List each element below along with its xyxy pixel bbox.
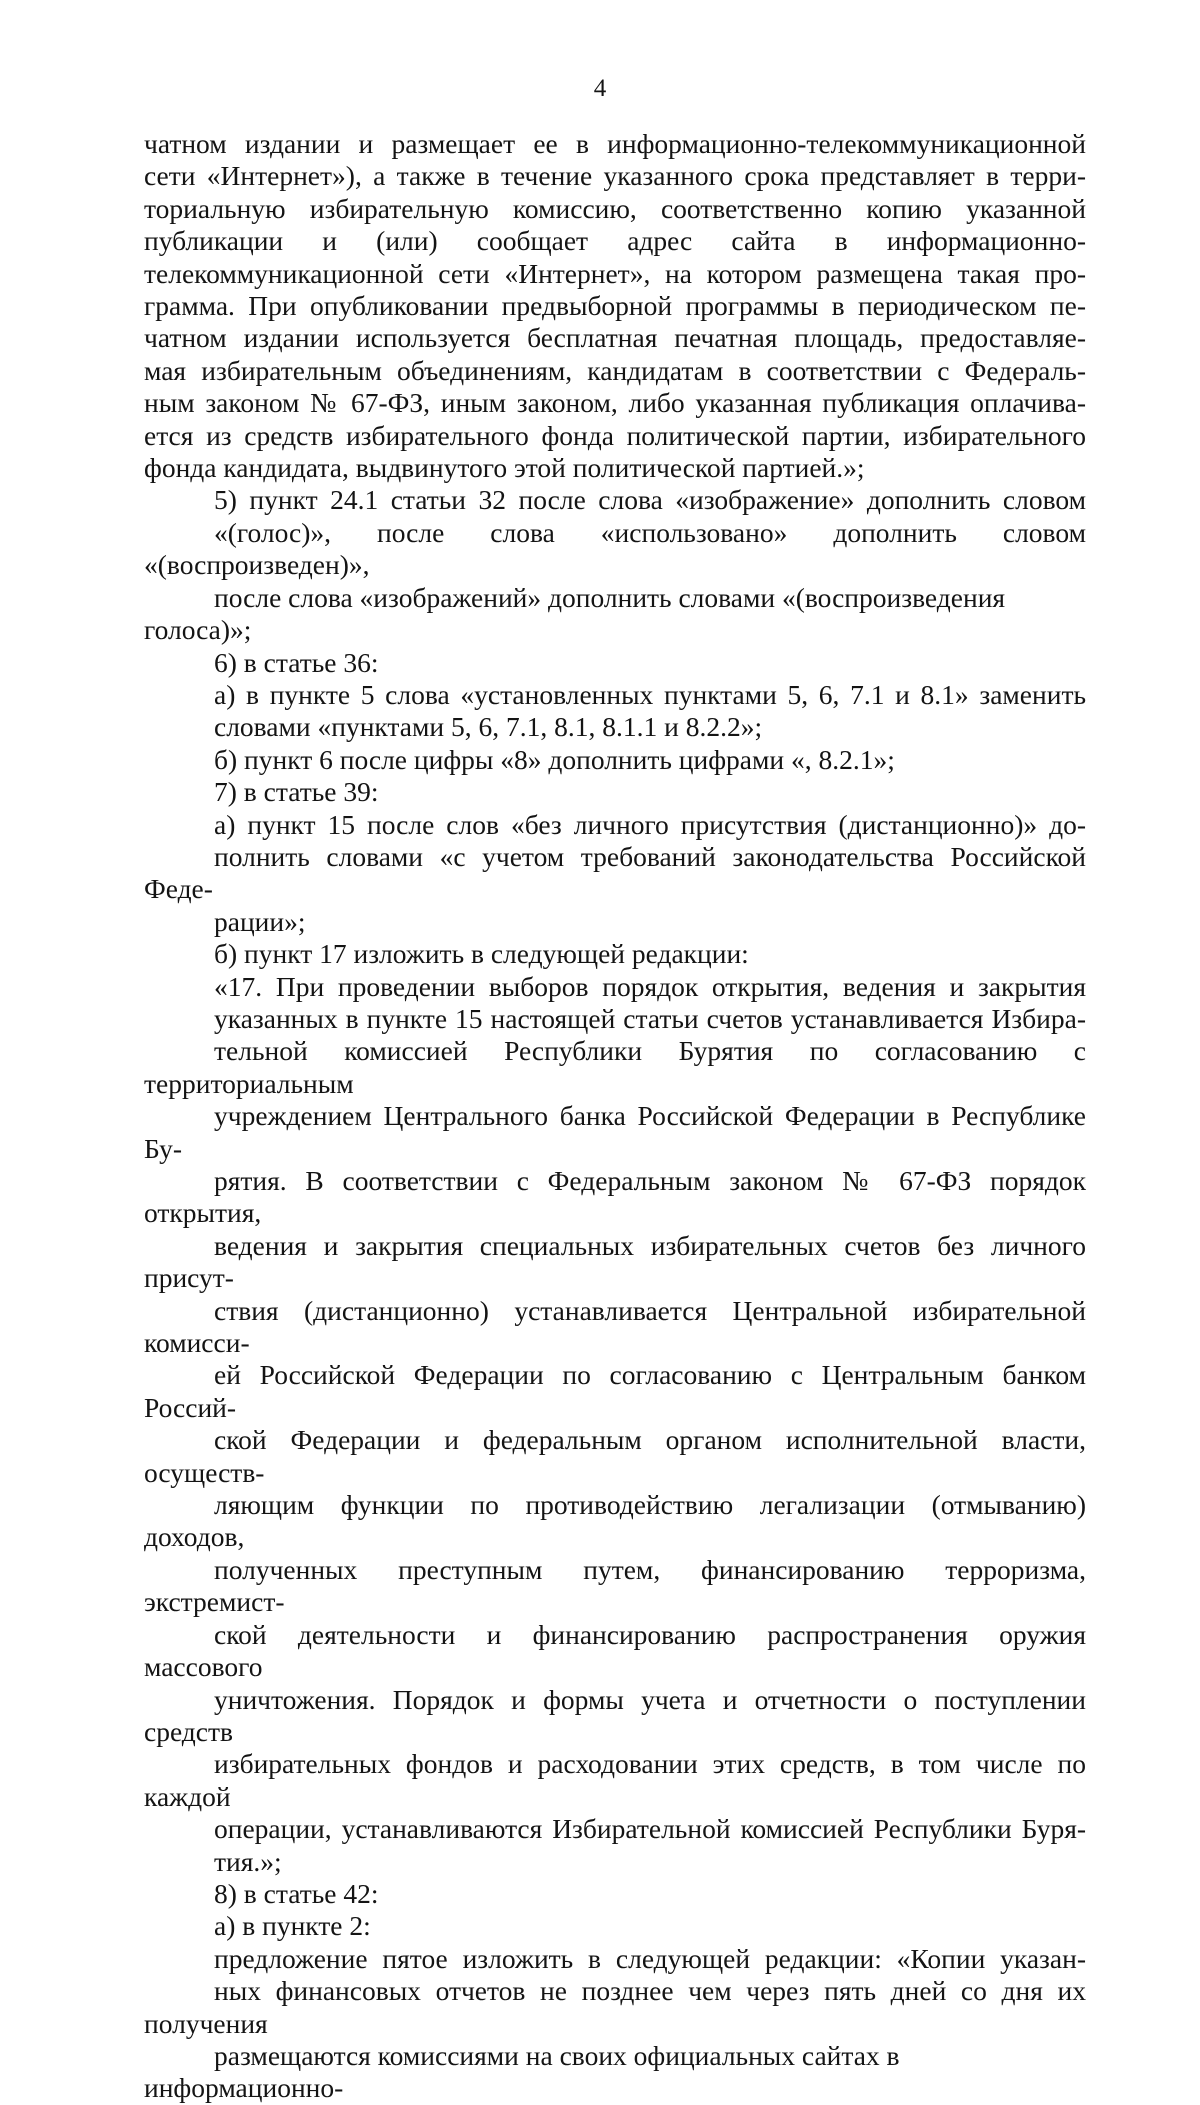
text-line: 7) в статье 39: [214,776,379,808]
paragraph [144,1943,1086,2105]
text-line: мая избирательным объединениям, кандидатам в соответствии с Федераль- [144,354,1086,386]
text-line: фонда кандидата, выдвинутого этой политической партией.»; [144,452,865,484]
text-line: 6) в статье 36: [214,646,379,678]
text-line: «(голос)», после слова «использовано» дополнить словом «(воспроизведен)», [144,516,1086,581]
text-line: грамма. При опубликовании предвыборной программы в периодическом пе- [144,290,1086,322]
text-line: указанных в пункте 15 настоящей статьи счетов устанавливается Избира- [214,1002,1086,1034]
paragraph [144,809,1086,939]
text-line: чатном издании и размещает ее в информационно-телекоммуникационной [144,128,1086,159]
paragraph [144,484,1086,646]
text-line: а) в пункте 5 слова «установленных пунктами 5, 6, 7.1 и 8.1» заменить [214,678,1086,710]
text-line: размещаются комиссиями на своих официальных сайтах в информационно- [144,2039,900,2104]
paragraph [144,679,1086,744]
text-line: ей Российской Федерации по согласованию с Центральным банком Россий- [144,1359,1086,1423]
text-line: ведения и закрытия специальных избирательных счетов без личного присут- [144,1229,1086,1294]
paragraph [144,938,1086,970]
text-line: телекоммуникационной сети «Интернет», на котором размещена такая про- [144,257,1086,289]
text-line: а) пункт 15 после слов «без личного присутствия (дистанционно)» до- [214,808,1086,840]
text-line: полнить словами «с учетом требований законодательства Российской Феде- [144,840,1086,905]
page-number: 4 [593,75,607,102]
paragraph [144,1878,1086,1910]
text-line: учреждением Центрального банка Российской Федерации в Республике Бу- [144,1100,1086,1164]
text-line: после слова «изображений» дополнить словами «(воспроизведения голоса)»; [144,581,1006,646]
text-line: а) в пункте 2: [214,1910,371,1942]
text-line: тельной комиссией Республики Бурятия по согласованию с территориальным [144,1035,1086,1099]
paragraph [144,971,1086,1878]
text-line: чатном издании используется бесплатная печатная площадь, предоставляе- [144,322,1086,354]
text-line: публикации и (или) сообщает адрес сайта в информационно- [144,225,1086,257]
text-line: б) пункт 6 после цифры «8» дополнить цифрами «, 8.2.1»; [214,743,895,775]
text-line: рации»; [214,905,306,937]
text-line: предложение пятое изложить в следующей редакции: «Копии указан- [214,1942,1086,1974]
text-line: «17. При проведении выборов порядок открытия, ведения и закрытия [214,970,1086,1002]
text-line: тия.»; [214,1845,282,1877]
text-line: рятия. В соответствии с Федеральным законом № 67-ФЗ порядок открытия, [144,1165,1086,1229]
text-line: ных финансовых отчетов не позднее чем через пять дней со дня их получения [144,1975,1086,2039]
text-line: 8) в статье 42: [214,1877,379,1909]
paragraph [144,1910,1086,1942]
text-line: ствия (дистанционно) устанавливается Центральной избирательной комисси- [144,1294,1086,1359]
paragraph [144,647,1086,679]
paragraph [144,776,1086,808]
text-line: ториальную избирательную комиссию, соответственно копию указанной [144,192,1086,224]
text-line: ется из средств избирательного фонда политической партии, избирательного [144,419,1086,451]
text-line: ской деятельности и финансированию распространения оружия массового [144,1618,1086,1683]
text-line: операции, устанавливаются Избирательной комиссией Республики Буря- [214,1813,1086,1845]
paragraph [144,128,1086,484]
text-line: 5) пункт 24.1 статьи 32 после слова «изображение» дополнить словом [214,484,1086,516]
text-line: полученных преступным путем, финансированию терроризма, экстремист- [144,1553,1086,1618]
text-line: сети «Интернет»), а также в течение указанного срока представляет в терри- [144,160,1086,192]
text-line: б) пункт 17 изложить в следующей редакции: [214,938,749,970]
text-line: избирательных фондов и расходовании этих средств, в том числе по каждой [144,1748,1086,1812]
text-line: уничтожения. Порядок и формы учета и отчетности о поступлении средств [144,1683,1086,1747]
document-body [144,128,1086,2105]
paragraph [144,744,1086,776]
text-line: ской Федерации и федеральным органом исполнительной власти, осуществ- [144,1424,1086,1488]
text-line: ным законом № 67-ФЗ, иным законом, либо указанная публикация оплачива- [144,387,1086,419]
text-line: словами «пунктами 5, 6, 7.1, 8.1, 8.1.1 и 8.2.2»; [214,711,763,743]
text-line: ляющим функции по противодействию легализации (отмыванию) доходов, [144,1489,1086,1553]
